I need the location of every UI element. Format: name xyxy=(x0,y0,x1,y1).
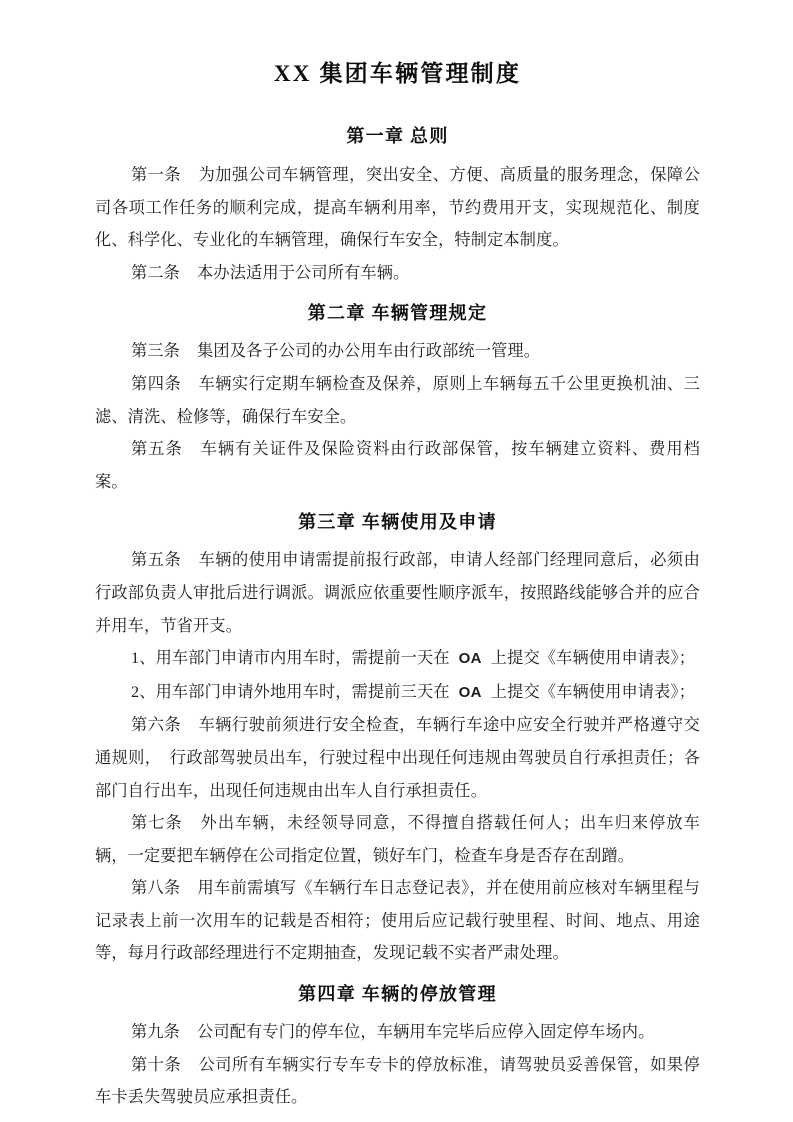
list-item-1-prefix: 1、用车部门申请市内用车时，需提前一天在 xyxy=(131,649,450,668)
article-text-5-dup: 车辆的使用申请需提前报行政部，申请人经部门经理同意后，必须由行政部负责人审批后进行调派。调派应依重要性顺序派车，按照路线能够合并的应合并用车，节省开支。 xyxy=(95,551,701,635)
article-label-10: 第十条 xyxy=(131,1055,182,1074)
article-text-2: 本办法适用于公司所有车辆。 xyxy=(197,263,410,282)
paragraph-article-7 xyxy=(95,807,700,872)
page-title: XX 集团车辆管理制度 xyxy=(273,61,522,86)
paragraph-article-1 xyxy=(95,159,700,257)
article-label-4: 第四条 xyxy=(131,374,182,393)
article-text-6: 车辆行驶前须进行安全检查，车辆行车途中应安全行驶并严格遵守交通规则， 行政部驾驶员出车，行驶过程中出现任何违规由驾驶员自行承担责任；各部门自行出车，出现任何违规由出车人自行承担责任。 xyxy=(95,716,701,800)
paragraph-article-10 xyxy=(95,1049,700,1114)
chapter-heading-2: 第二章 车辆管理规定 xyxy=(307,303,488,324)
article-text-9: 公司配有专门的停车位，车辆用车完毕后应停入固定停车场内。 xyxy=(197,1023,655,1042)
article-label-6: 第六条 xyxy=(131,716,182,735)
paragraph-article-8 xyxy=(95,872,700,970)
list-item-2-suffix: 上提交《车辆使用申请表》； xyxy=(490,682,696,701)
paragraph-article-5-dup xyxy=(95,544,700,642)
list-item xyxy=(95,676,700,710)
list-item-2-latin: OA xyxy=(458,683,482,701)
list-item xyxy=(95,642,700,676)
article-label-8: 第八条 xyxy=(131,879,181,898)
article-text-1: 为加强公司车辆管理，突出安全、方便、高质量的服务理念，保障公司各项工作任务的顺利完成，提高车辆利用率，节约费用开支，实现规范化、制度化、科学化、专业化的车辆管理，确保行车安全，特制定本制度。 xyxy=(95,166,701,250)
article-text-8: 用车前需填写《车辆行车日志登记表》，并在使用前应核对车辆里程与记录表上前一次用车的记载是否相符；使用后应记载行驶里程、时间、地点、用途等，每月行政部经理进行不定期抽查，发现记载不实者严肃处理。 xyxy=(95,879,700,963)
article-label-5-dup: 第五条 xyxy=(131,551,182,570)
paragraph-article-2 xyxy=(95,257,700,290)
article-text-10: 公司所有车辆实行专车专卡的停放标准，请驾驶员妥善保管，如果停车卡丢失驾驶员应承担责任。 xyxy=(95,1055,701,1107)
list-item-2-prefix: 2、用车部门申请外地用车时，需提前三天在 xyxy=(131,682,450,701)
document-body xyxy=(95,0,700,1114)
chapter-heading-3: 第三章 车辆使用及申请 xyxy=(298,512,497,533)
article-label-7: 第七条 xyxy=(131,814,183,833)
article-label-9: 第九条 xyxy=(131,1023,181,1042)
article-text-5: 车辆有关证件及保险资料由行政部保管，按车辆建立资料、费用档案。 xyxy=(95,440,700,491)
paragraph-article-6 xyxy=(95,709,700,807)
article-label-2: 第二条 xyxy=(131,263,181,282)
article-label-1: 第一条 xyxy=(131,166,182,184)
chapter-heading-4: 第四章 车辆的停放管理 xyxy=(298,984,497,1005)
article-label-3: 第三条 xyxy=(131,342,181,361)
list-item-1-latin: OA xyxy=(458,650,482,668)
article-text-4: 车辆实行定期车辆检查及保养，原则上车辆每五千公里更换机油、三滤、清洗、检修等，确保行车安全。 xyxy=(95,374,701,426)
article-text-3: 集团及各子公司的办公用车由行政部统一管理。 xyxy=(197,342,541,361)
article-text-7: 外出车辆，未经领导同意，不得擅自搭载任何人；出车归来停放车辆，一定要把车辆停在公司指定位置，锁好车门，检查车身是否存在刮蹭。 xyxy=(95,814,700,865)
article-label-5: 第五条 xyxy=(131,440,183,459)
paragraph-article-4 xyxy=(95,368,700,433)
paragraph-article-5 xyxy=(95,433,700,498)
list-item-1-suffix: 上提交《车辆使用申请表》； xyxy=(490,649,696,668)
paragraph-article-3 xyxy=(95,335,700,368)
chapter-heading-1: 第一章 总则 xyxy=(346,126,449,146)
paragraph-article-9 xyxy=(95,1016,700,1049)
